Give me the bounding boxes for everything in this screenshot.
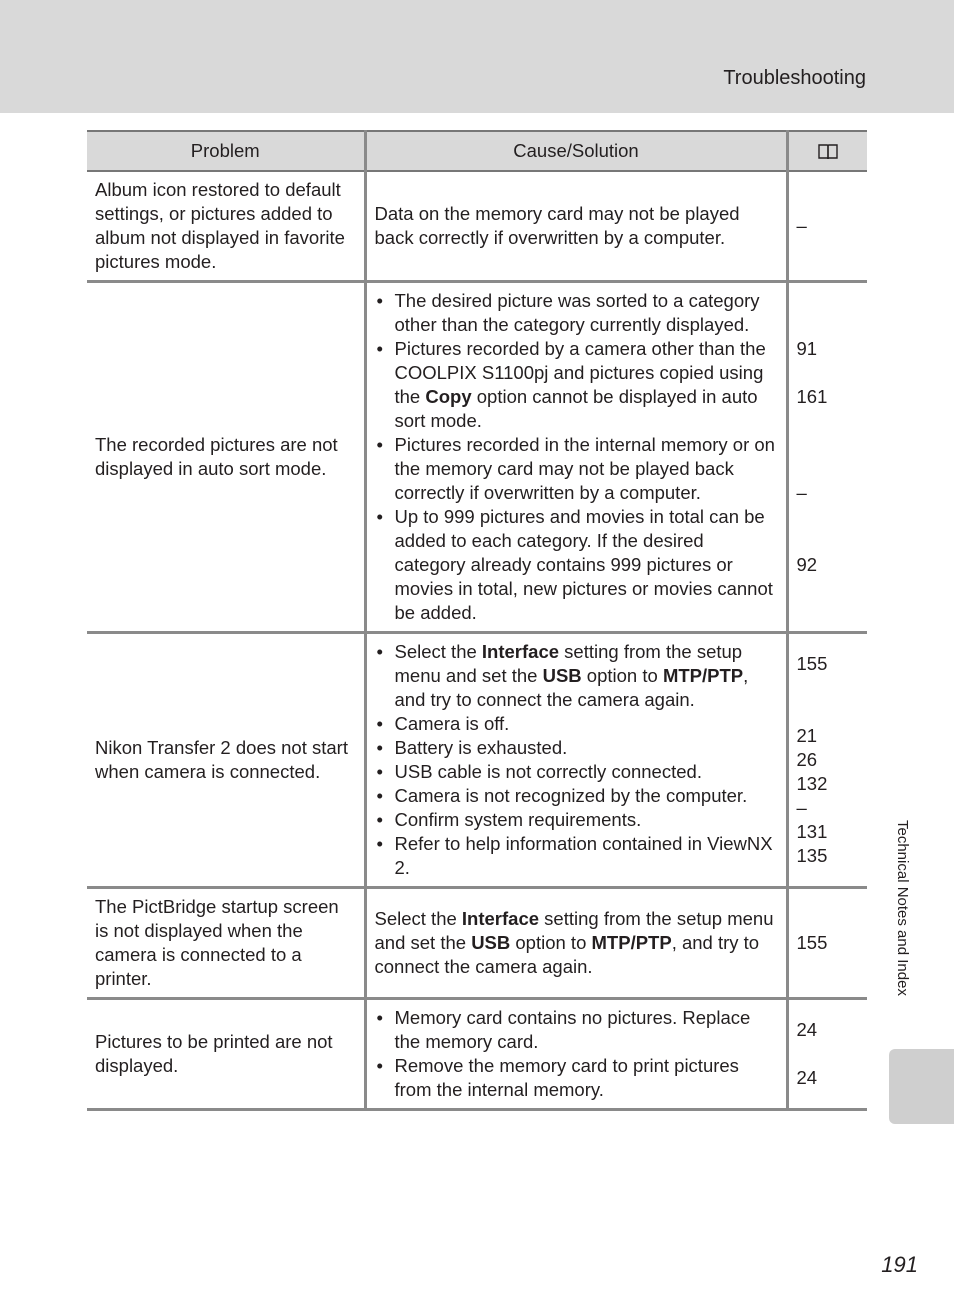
cause-bullet: • Select the Interface setting from the setup menu and set the USB option to MTP/PTP, and try to connect the camera again. bbox=[395, 640, 778, 712]
table-row bbox=[87, 171, 867, 282]
cause-cell bbox=[365, 633, 787, 888]
problem-cell: The recorded pictures are not displayed in auto sort mode. bbox=[87, 282, 365, 633]
chapter-tab bbox=[889, 1049, 954, 1124]
cause-bullet: • Refer to help information contained in ViewNX 2. bbox=[395, 832, 778, 880]
cause-bullet: • Camera is off. bbox=[395, 712, 778, 736]
cause-bullet: • Pictures recorded by a camera other than the COOLPIX S1100pj and pictures copied using the Copy option cannot be displayed in auto sort mode. bbox=[395, 337, 778, 433]
table-row bbox=[87, 282, 867, 633]
cause-bullet: • Confirm system requirements. bbox=[395, 808, 778, 832]
header-cause-solution: Cause/Solution bbox=[365, 131, 787, 171]
table-row bbox=[87, 888, 867, 999]
header-band bbox=[0, 0, 954, 113]
cause-cell bbox=[365, 999, 787, 1110]
cause-bullet: • Camera is not recognized by the computer. bbox=[395, 784, 778, 808]
cause-bullet: • Battery is exhausted. bbox=[395, 736, 778, 760]
section-title: Troubleshooting bbox=[723, 67, 866, 89]
cause-bullet: • Memory card contains no pictures. Replace the memory card. bbox=[395, 1006, 778, 1054]
ref-cell: 155 21 26 132 – 131 135 bbox=[787, 633, 867, 888]
ref-cell: 155 bbox=[787, 888, 867, 999]
page-number: 191 bbox=[881, 1252, 918, 1277]
cause-bullet: • Remove the memory card to print pictures from the internal memory. bbox=[395, 1054, 778, 1102]
problem-cell: Pictures to be printed are not displayed. bbox=[87, 999, 365, 1110]
table-header-row bbox=[87, 131, 867, 171]
cause-bullet: • The desired picture was sorted to a category other than the category currently displayed. bbox=[395, 289, 778, 337]
cause-cell bbox=[365, 282, 787, 633]
table-row bbox=[87, 633, 867, 888]
ref-cell: – bbox=[787, 171, 867, 282]
problem-cell: The PictBridge startup screen is not displayed when the camera is connected to a printer. bbox=[87, 888, 365, 999]
cause-bullet: • Pictures recorded in the internal memory or on the memory card may not be played back correctly if overwritten by a computer. bbox=[395, 433, 778, 505]
ref-cell: 91 161 – 92 bbox=[787, 282, 867, 633]
cause-cell: Data on the memory card may not be played back correctly if overwritten by a computer. bbox=[365, 171, 787, 282]
troubleshooting-table bbox=[87, 130, 867, 1111]
cause-bullet: • Up to 999 pictures and movies in total can be added to each category. If the desired category already contains 999 pictures or movies in total, new pictures or movies cannot be added. bbox=[395, 505, 778, 625]
chapter-side-label: Technical Notes and Index bbox=[894, 820, 911, 996]
book-reference-icon bbox=[817, 143, 839, 161]
header-reference bbox=[787, 131, 867, 171]
problem-cell: Album icon restored to default settings, or pictures added to album not displayed in favorite pictures mode. bbox=[87, 171, 365, 282]
header-problem: Problem bbox=[87, 131, 365, 171]
table-row bbox=[87, 999, 867, 1110]
cause-bullet: • USB cable is not correctly connected. bbox=[395, 760, 778, 784]
cause-cell: Select the Interface setting from the setup menu and set the USB option to MTP/PTP, and try to connect the camera again. bbox=[365, 888, 787, 999]
ref-cell: 24 24 bbox=[787, 999, 867, 1110]
problem-cell: Nikon Transfer 2 does not start when camera is connected. bbox=[87, 633, 365, 888]
